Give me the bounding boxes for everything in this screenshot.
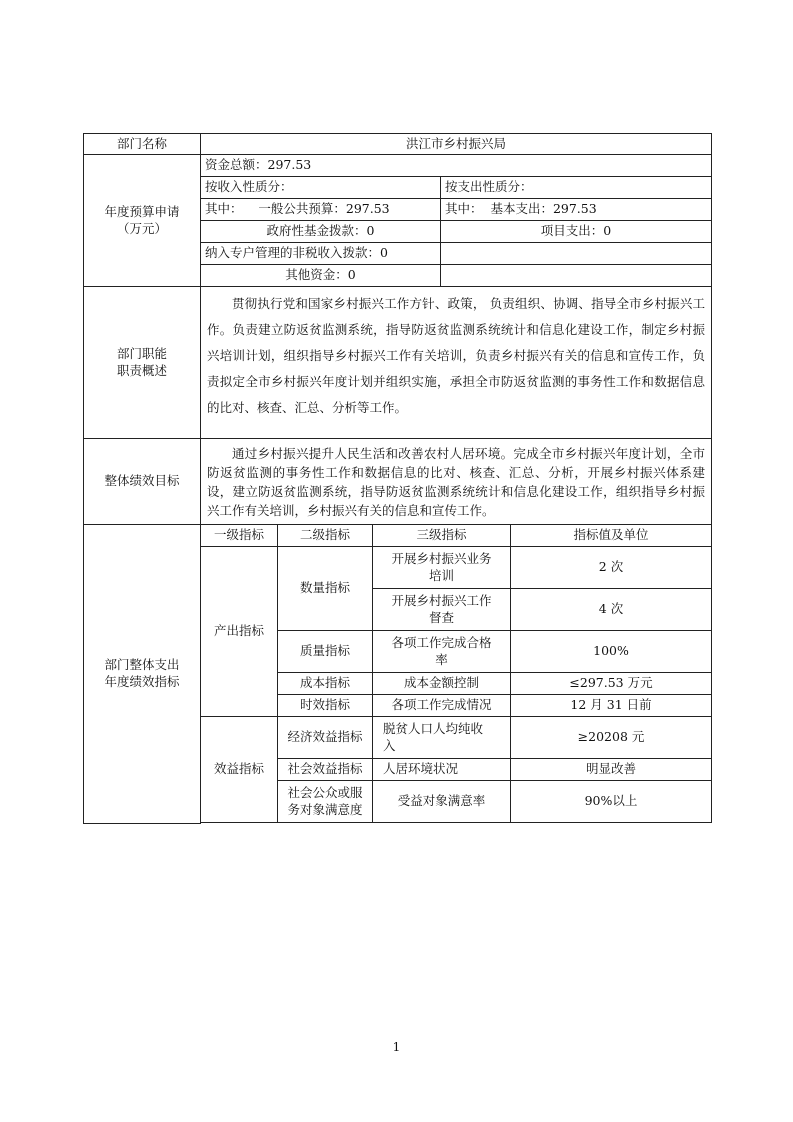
empty-cell (441, 243, 712, 265)
header-level3: 三级指标 (373, 525, 511, 547)
project-expense: 项目支出：0 (441, 221, 712, 243)
quantity-item-2: 开展乡村振兴工作督查 (373, 589, 511, 631)
non-tax-income: 纳入专户管理的非税收入拨款：0 (201, 243, 441, 265)
econ-value: ≥20208 元 (511, 717, 712, 759)
social-value: 明显改善 (511, 759, 712, 781)
gov-fund: 政府性基金拨款：0 (201, 221, 441, 243)
econ-item: 脱贫人口人均纯收入 (373, 717, 511, 759)
benefit-indicator-label: 效益指标 (201, 717, 278, 823)
dept-name-value: 洪江市乡村振兴局 (201, 134, 712, 155)
satisfaction-indicator-label: 社会公众或服务对象满意度 (278, 781, 373, 823)
dept-name-label: 部门名称 (84, 134, 201, 155)
cost-item: 成本金额控制 (373, 673, 511, 695)
cost-indicator-label: 成本指标 (278, 673, 373, 695)
budget-total: 资金总额：297.53 (201, 155, 712, 177)
social-indicator-label: 社会效益指标 (278, 759, 373, 781)
page-number: 1 (392, 1040, 401, 1054)
budget-label: 年度预算申请 （万元） (84, 155, 201, 287)
document-page (83, 133, 711, 824)
basic-expense: 其中： 基本支出：297.53 (441, 199, 712, 221)
econ-indicator-label: 经济效益指标 (278, 717, 373, 759)
general-public-budget: 其中： 一般公共预算：297.53 (201, 199, 441, 221)
satisfaction-value: 90%以上 (511, 781, 712, 823)
by-expense-label: 按支出性质分： (441, 177, 712, 199)
duties-label: 部门职能 职责概述 (84, 287, 201, 439)
spacer (84, 823, 511, 824)
header-level1: 一级指标 (201, 525, 278, 547)
cost-value: ≤297.53 万元 (511, 673, 712, 695)
output-indicator-label: 产出指标 (201, 547, 278, 717)
quality-item: 各项工作完成合格率 (373, 631, 511, 673)
header-value: 指标值及单位 (511, 525, 712, 547)
quantity-item-1: 开展乡村振兴业务培训 (373, 547, 511, 589)
quality-value: 100% (511, 631, 712, 673)
other-fund: 其他资金：0 (201, 265, 441, 287)
goal-text: 通过乡村振兴提升人民生活和改善农村人居环境。完成全市乡村振兴年度计划，全市防返贫监测的事务性工作和数据信息的比对、核查、汇总、分析，开展乡村振兴体系建设，建立防返贫监测系统，指导防返贫监测系统统计和信息化建设工作，组织指导乡村振兴工作有关培训，乡村振兴有关的信息和宣传工作。 (201, 439, 712, 525)
quantity-value-1: 2 次 (511, 547, 712, 589)
quantity-indicator-label: 数量指标 (278, 547, 373, 631)
time-value: 12 月 31 日前 (511, 695, 712, 717)
time-item: 各项工作完成情况 (373, 695, 511, 717)
indicators-label: 部门整体支出 年度绩效指标 (84, 525, 201, 824)
quality-indicator-label: 质量指标 (278, 631, 373, 673)
satisfaction-item: 受益对象满意率 (373, 781, 511, 823)
by-income-label: 按收入性质分： (201, 177, 441, 199)
social-item: 人居环境状况 (373, 759, 511, 781)
goal-label: 整体绩效目标 (84, 439, 201, 525)
quantity-value-2: 4 次 (511, 589, 712, 631)
empty-cell (441, 265, 712, 287)
duties-text: 贯彻执行党和国家乡村振兴工作方针、政策， 负责组织、协调、指导全市乡村振兴工作。负责建立防返贫监测系统，指导防返贫监测系统统计和信息化建设工作，制定乡村振兴培训计划，组织指导乡村振兴工作有关培训，负责乡村振兴有关的信息和宣传工作，负责拟定全市乡村振兴年度计划并组织实施，承担全市防返贫监测的事务性工作和数据信息的比对、核查、汇总、分析等工作。 (201, 287, 712, 439)
budget-table (83, 133, 712, 824)
time-indicator-label: 时效指标 (278, 695, 373, 717)
header-level2: 二级指标 (278, 525, 373, 547)
